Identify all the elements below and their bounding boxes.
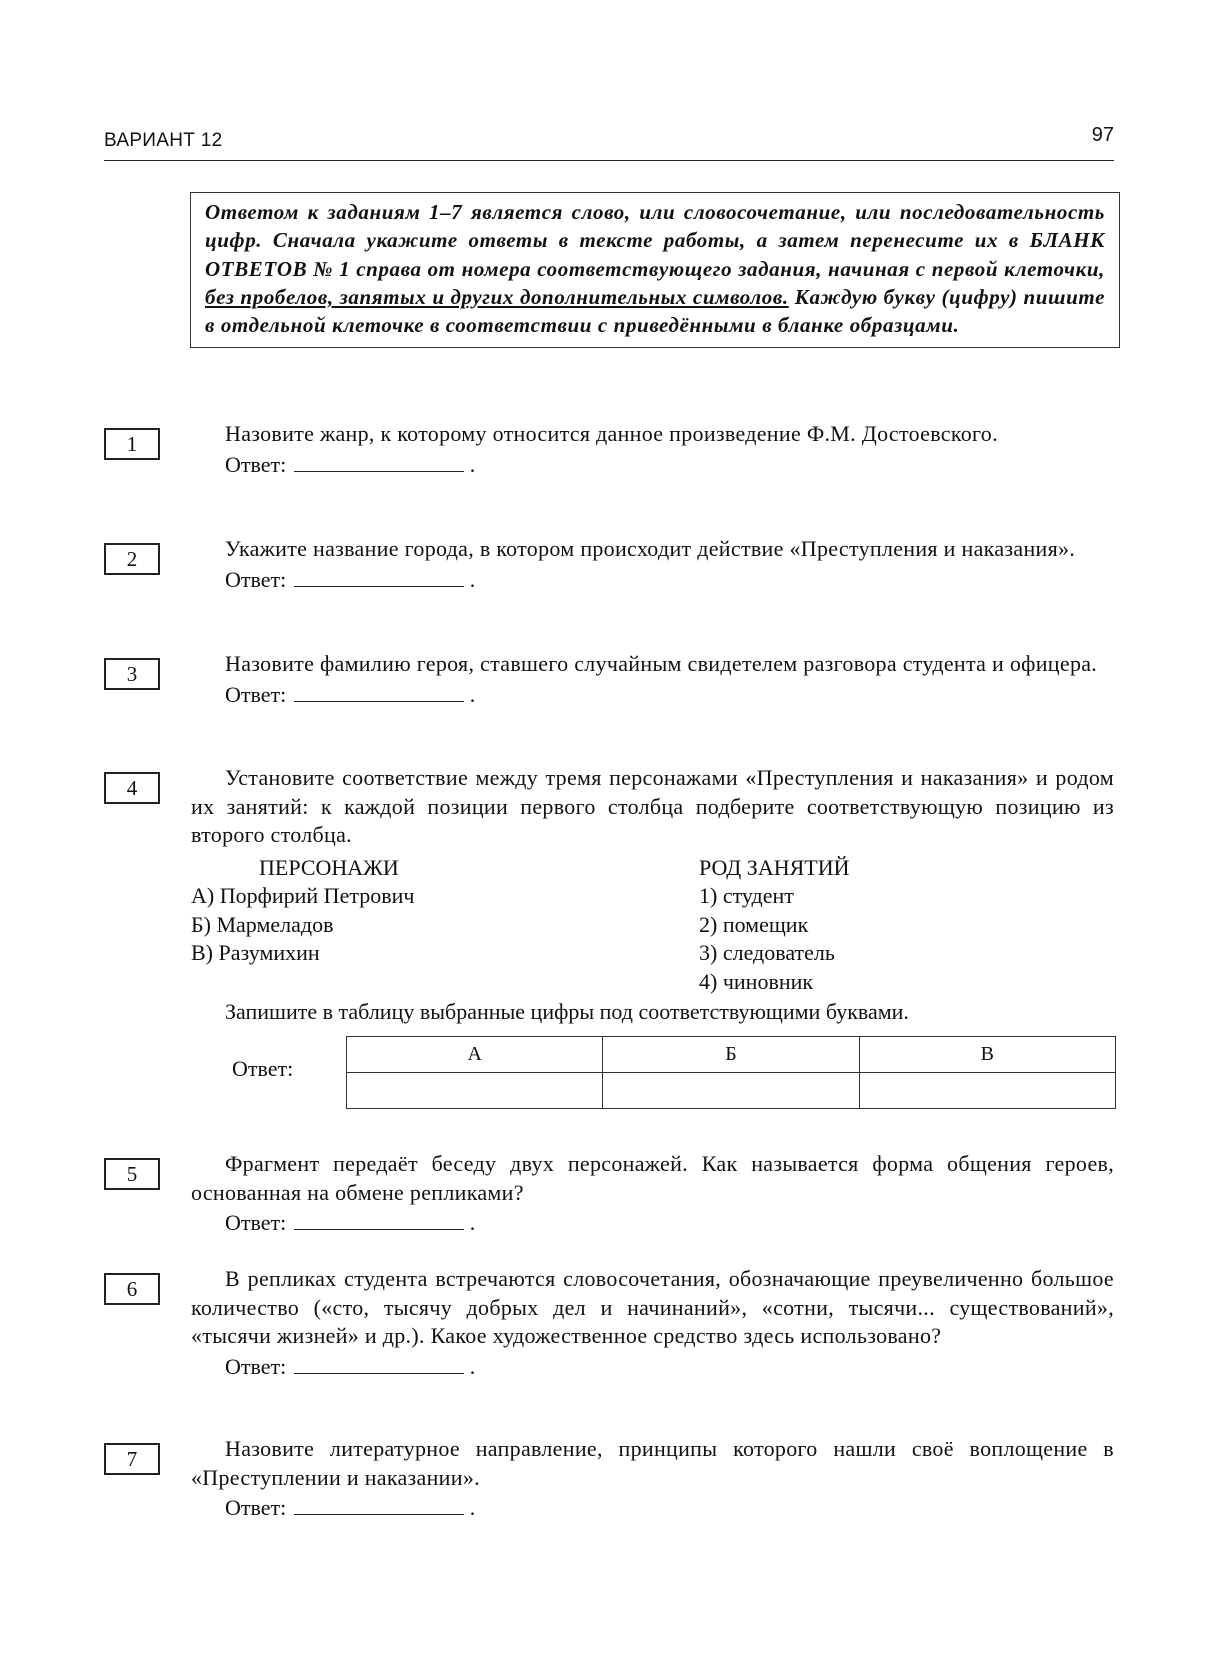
- answer-label: Ответ:: [225, 1210, 287, 1235]
- question-number: 4: [104, 772, 160, 804]
- occupation-item: 1) студент: [699, 883, 794, 908]
- matching-columns: [191, 854, 1114, 994]
- answer-label: Ответ:: [225, 681, 287, 707]
- question-number: 1: [104, 428, 160, 460]
- occupations-header: РОД ЗАНЯТИЙ: [699, 854, 850, 880]
- answer-field[interactable]: [225, 451, 1114, 479]
- table-instruction: Запишите в таблицу выбранные цифры под соответствующими буквами.: [225, 998, 909, 1024]
- characters-header: ПЕРСОНАЖИ: [259, 854, 399, 880]
- answer-line[interactable]: [294, 1496, 464, 1515]
- answer-label: Ответ:: [225, 566, 287, 592]
- table-header-b: Б: [603, 1036, 859, 1072]
- question-1: [104, 420, 1114, 479]
- question-text: Назовите фамилию героя, ставшего случайным свидетелем разговора студента и офицера.: [225, 651, 1098, 676]
- answer-field[interactable]: [225, 566, 1114, 594]
- answer-label: Ответ:: [225, 451, 287, 477]
- question-3: [104, 650, 1114, 709]
- question-number: 6: [104, 1273, 160, 1305]
- question-2: [104, 535, 1114, 594]
- table-header-a: А: [347, 1036, 603, 1072]
- page-number: 97: [1091, 124, 1114, 146]
- characters-column: [191, 854, 414, 968]
- page-header: [104, 120, 1114, 161]
- question-number: 5: [104, 1158, 160, 1190]
- answer-field[interactable]: [225, 681, 1114, 709]
- instruction-text-end: Каждую букву (цифру) пишите в отдельной клеточке в соответствии с приведёнными в бланке образцами.: [205, 284, 1106, 338]
- instruction-box: [190, 192, 1120, 348]
- instruction-text: Ответом к заданиям 1–7 является слово, или словосочетание, или последовательность цифр. Сначала укажите ответы в тексте работы, а затем перенесите их в БЛАНК ОТВЕТОВ № 1 справа от номера соответствующего задания, начиная с первой клеточки,: [205, 200, 1105, 281]
- answer-table-block: [104, 1036, 1114, 1112]
- occupation-item: 4) чиновник: [699, 968, 814, 994]
- answer-dot: .: [469, 681, 476, 707]
- instruction-underlined: без пробелов, запятых и других дополнительных символов.: [205, 284, 789, 309]
- question-number: 3: [104, 658, 160, 690]
- answer-dot: .: [469, 1495, 476, 1520]
- answer-dot: .: [469, 566, 476, 592]
- answer-label: Ответ:: [225, 1353, 287, 1379]
- answer-line[interactable]: [294, 1211, 464, 1230]
- occupations-column: [699, 854, 850, 997]
- occupation-item: 3) следователь: [699, 940, 835, 965]
- answer-line[interactable]: [294, 568, 464, 587]
- answer-field[interactable]: [225, 1209, 1114, 1237]
- answer-dot: .: [469, 1210, 476, 1235]
- question-5: [104, 1150, 1114, 1237]
- variant-label: ВАРИАНТ 12: [104, 130, 223, 151]
- answer-line[interactable]: [294, 453, 464, 472]
- answer-field[interactable]: [225, 1494, 1114, 1522]
- answer-line[interactable]: [294, 683, 464, 702]
- table-header-v: В: [859, 1036, 1115, 1072]
- answer-cell-a[interactable]: [347, 1072, 603, 1108]
- character-item: Б) Мармеладов: [191, 911, 334, 937]
- answer-field[interactable]: [225, 1353, 1114, 1381]
- answer-dot: .: [469, 1353, 476, 1379]
- answer-label: Ответ:: [232, 1055, 294, 1081]
- question-text: Укажите название города, в котором происходит действие «Преступления и наказания».: [225, 536, 1076, 561]
- character-item: А) Порфирий Петрович: [191, 883, 415, 908]
- question-number: 2: [104, 543, 160, 575]
- question-7: [104, 1435, 1114, 1522]
- question-text: В репликах студента встречаются словосочетания, обозначающие преувеличенно большое количество («сто, тысячу добрых дел и начинаний», «сотни, тысячи... существований», «тысячи жизней» и др.). Какое художественное средство здесь использовано?: [191, 1266, 1114, 1348]
- character-item: В) Разумихин: [191, 940, 320, 965]
- question-6: [104, 1265, 1114, 1381]
- occupation-item: 2) помещик: [699, 911, 809, 937]
- answer-dot: .: [469, 451, 476, 477]
- question-text: Фрагмент передаёт беседу двух персонажей. Как называется форма общения героев, основанная на обмене репликами?: [191, 1151, 1114, 1205]
- question-text: Установите соответствие между тремя персонажами «Преступления и наказания» и родом их занятий: к каждой позиции первого столбца подберите соответствующую позицию из второго столбца.: [191, 765, 1114, 847]
- question-text: Назовите литературное направление, принципы которого нашли своё воплощение в «Преступлении и наказании».: [191, 1436, 1114, 1490]
- question-4: [104, 764, 1114, 1112]
- question-number: 7: [104, 1443, 160, 1475]
- answer-cell-v[interactable]: [859, 1072, 1115, 1108]
- answer-line[interactable]: [294, 1355, 464, 1374]
- answer-label: Ответ:: [225, 1495, 287, 1520]
- question-text: Назовите жанр, к которому относится данное произведение Ф.М. Достоевского.: [225, 421, 998, 446]
- answer-cell-b[interactable]: [603, 1072, 859, 1108]
- answer-table: [346, 1036, 1116, 1109]
